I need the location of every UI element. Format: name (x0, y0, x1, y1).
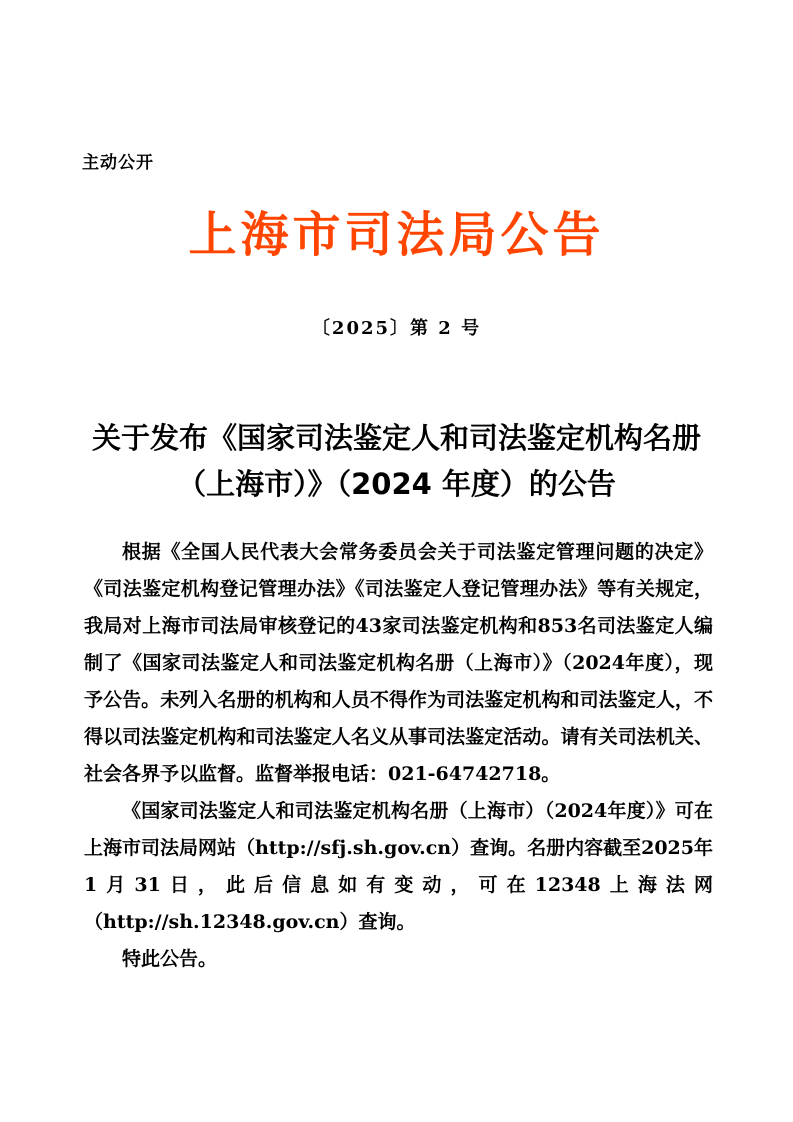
announcement-body (84, 534, 713, 978)
disclosure-label: 主动公开 (82, 153, 154, 173)
announcement-title (76, 415, 717, 507)
issuing-organ-title: 上海市司法局公告 (188, 207, 605, 263)
body-paragraph-2: 《国家司法鉴定人和司法鉴定机构名册（上海市）（2024年度）》可在上海市司法局网站（http://sfj.sh.gov.cn）查询。名册内容截至2025年1月31日，此后信息如有变动，可在12348上海法网（http://sh.12348.gov.cn）查询。 (84, 800, 713, 933)
body-paragraph-1: 根据《全国人民代表大会常务委员会关于司法鉴定管理问题的决定》《司法鉴定机构登记管理办法》《司法鉴定人登记管理办法》等有关规定，我局对上海市司法局审核登记的43家司法鉴定机构和853名司法鉴定人编制了《国家司法鉴定人和司法鉴定机构名册（上海市）》（2024年度），现予公告。未列入名册的机构和人员不得作为司法鉴定机构和司法鉴定人，不得以司法鉴定机构和司法鉴定人名义从事司法鉴定活动。请有关司法机关、社会各界予以监督。监督举报电话：021-64742718。 (84, 541, 713, 785)
document-number: 〔2025〕第 2 号 (311, 318, 482, 339)
announcement-title-line-1: 关于发布《国家司法鉴定人和司法鉴定机构名册 (91, 421, 701, 455)
body-paragraph-3: 特此公告。 (122, 948, 218, 970)
announcement-title-line-2: （上海市）》（2024 年度）的公告 (177, 467, 616, 501)
